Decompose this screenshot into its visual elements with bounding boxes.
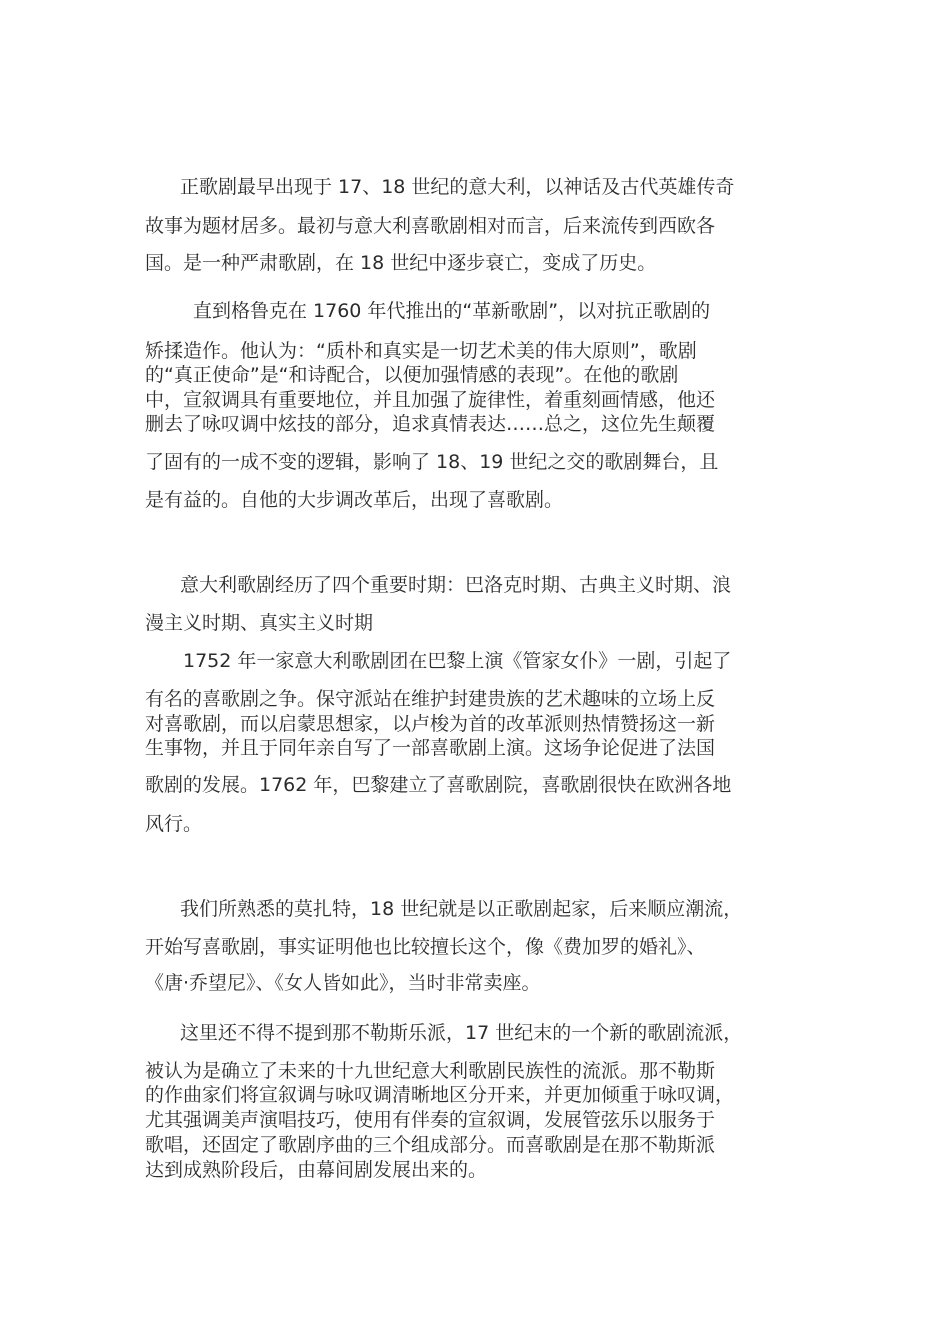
text-line: 删去了咏叹调中炫技的部分，追求真情表达……总之，这位先生颠覆 bbox=[145, 413, 716, 435]
text-line: 国。是一种严肃歌剧，在 18 世纪中逐步衰亡，变成了历史。 bbox=[145, 252, 657, 274]
text-line: 的“真正使命”是“和诗配合，以便加强情感的表现”。在他的歌剧 bbox=[145, 364, 679, 386]
text-line: 被认为是确立了未来的十九世纪意大利歌剧民族性的流派。那不勒斯 bbox=[145, 1060, 716, 1082]
text-line: 故事为题材居多。最初与意大利喜歌剧相对而言，后来流传到西欧各 bbox=[145, 215, 716, 237]
text-line: 矫揉造作。他认为：“质朴和真实是一切艺术美的伟大原则”，歌剧 bbox=[145, 340, 697, 362]
text-line: 中，宣叙调具有重要地位，并且加强了旋律性，着重刻画情感，他还 bbox=[145, 389, 716, 411]
text-line: 风行。 bbox=[145, 813, 203, 835]
text-line: 1752 年一家意大利歌剧团在巴黎上演《管家女仆》一剧，引起了 bbox=[183, 650, 732, 672]
text-line: 有名的喜歌剧之争。保守派站在维护封建贵族的艺术趣味的立场上反 bbox=[145, 688, 716, 710]
text-line: 是有益的。自他的大步调改革后，出现了喜歌剧。 bbox=[145, 489, 564, 511]
text-line: 对喜歌剧，而以启蒙思想家，以卢梭为首的改革派则热情赞扬这一新 bbox=[145, 713, 716, 735]
text-line: 了固有的一成不变的逻辑，影响了 18、19 世纪之交的歌剧舞台，且 bbox=[145, 451, 719, 473]
text-line: 意大利歌剧经历了四个重要时期：巴洛克时期、古典主义时期、浪 bbox=[180, 574, 732, 596]
text-line: 生事物，并且于同年亲自写了一部喜歌剧上演。这场争论促进了法国 bbox=[145, 737, 716, 759]
text-line: 开始写喜歌剧，事实证明他也比较擅长这个，像《费加罗的婚礼》、 bbox=[145, 936, 706, 958]
text-line: 歌唱，还固定了歌剧序曲的三个组成部分。而喜歌剧是在那不勒斯派 bbox=[145, 1134, 716, 1156]
text-line: 正歌剧最早出现于 17、18 世纪的意大利，以神话及古代英雄传奇 bbox=[180, 176, 735, 198]
text-line: 的作曲家们将宣叙调与咏叹调清晰地区分开来，并更加倾重于咏叹调， bbox=[145, 1084, 735, 1106]
text-line: 直到格鲁克在 1760 年代推出的“革新歌剧”，以对抗正歌剧的 bbox=[193, 300, 711, 322]
text-line: 漫主义时期、真实主义时期 bbox=[145, 612, 374, 634]
text-line: 歌剧的发展。1762 年，巴黎建立了喜歌剧院，喜歌剧很快在欧洲各地 bbox=[145, 774, 732, 796]
text-line: 我们所熟悉的莫扎特，18 世纪就是以正歌剧起家，后来顺应潮流， bbox=[180, 898, 743, 920]
text-line: 这里还不得不提到那不勒斯乐派，17 世纪末的一个新的歌剧流派， bbox=[180, 1022, 743, 1044]
text-line: 《唐·乔望尼》、《女人皆如此》，当时非常卖座。 bbox=[145, 972, 541, 994]
text-line: 达到成熟阶段后，由幕间剧发展出来的。 bbox=[145, 1159, 488, 1181]
text-line: 尤其强调美声演唱技巧，使用有伴奏的宣叙调，发展管弦乐以服务于 bbox=[145, 1109, 716, 1131]
